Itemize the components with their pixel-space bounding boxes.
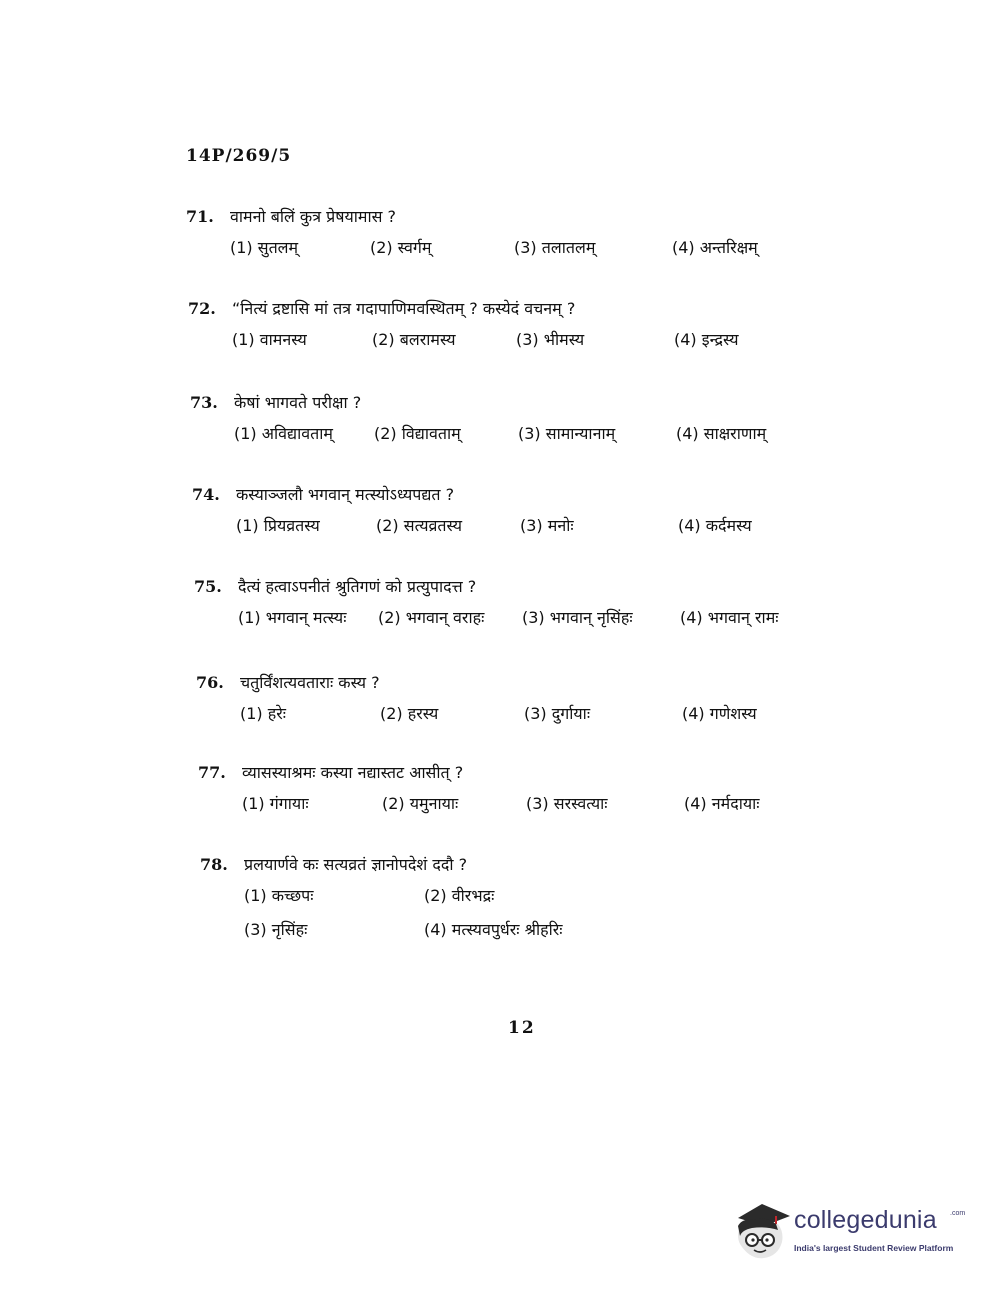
- question-number: 74.: [192, 485, 220, 504]
- question-77: [198, 762, 760, 819]
- question-78: [200, 854, 563, 953]
- question-number: 78.: [200, 855, 228, 874]
- question-number: 76.: [196, 673, 224, 692]
- paper-code: 14P/269/5: [186, 146, 292, 166]
- option-4: (4) कर्दमस्य: [678, 516, 752, 535]
- option-1: (1) प्रियव्रतस्य: [236, 516, 320, 535]
- option-1: (1) अविद्यावताम्: [234, 424, 333, 443]
- option-2: (2) सत्यव्रतस्य: [376, 516, 463, 535]
- option-3: (3) भगवान् नृसिंहः: [522, 608, 633, 627]
- option-1: (1) वामनस्य: [232, 330, 307, 349]
- option-4: (4) मत्स्यवपुर्धरः श्रीहरिः: [424, 920, 563, 939]
- option-2: (2) विद्यावताम्: [374, 424, 461, 443]
- option-4: (4) इन्द्रस्य: [674, 330, 739, 349]
- option-3: (3) मनोः: [520, 516, 574, 535]
- option-1: (1) सुतलम्: [230, 238, 299, 257]
- question-75: [194, 576, 779, 633]
- option-2: (2) वीरभद्रः: [424, 886, 495, 905]
- question-number: 71.: [186, 207, 214, 226]
- question-number: 75.: [194, 577, 222, 596]
- option-1: (1) कच्छपः: [244, 886, 314, 905]
- question-text: चतुर्विंशत्यवताराः कस्य ?: [240, 673, 380, 692]
- question-text: कस्याञ्जलौ भगवान् मत्स्योऽध्यपद्यत ?: [236, 485, 455, 504]
- question-72: [188, 298, 739, 355]
- option-3: (3) नृसिंहः: [244, 920, 308, 939]
- option-2: (2) यमुनायाः: [382, 794, 459, 813]
- question-number: 77.: [198, 763, 226, 782]
- option-1: (1) भगवान् मत्स्यः: [238, 608, 347, 627]
- option-3: (3) सामान्यानाम्: [518, 424, 616, 443]
- option-4: (4) अन्तरिक्षम्: [672, 238, 758, 257]
- option-1: (1) हरेः: [240, 704, 287, 723]
- question-71: [186, 206, 758, 263]
- option-3: (3) सरस्वत्याः: [526, 794, 608, 813]
- page-number: 12: [508, 1018, 536, 1038]
- option-4: (4) साक्षराणाम्: [676, 424, 767, 443]
- brand-name: collegedunia: [794, 1206, 937, 1234]
- question-number: 73.: [190, 393, 218, 412]
- brand-suffix: .com: [950, 1210, 966, 1217]
- option-1: (1) गंगायाः: [242, 794, 309, 813]
- option-2: (2) भगवान् वराहः: [378, 608, 485, 627]
- option-2: (2) बलरामस्य: [372, 330, 456, 349]
- question-73: [190, 392, 767, 449]
- question-number: 72.: [188, 299, 216, 318]
- option-3: (3) तलातलम्: [514, 238, 596, 257]
- question-text: केषां भागवते परीक्षा ?: [234, 393, 362, 412]
- collegedunia-watermark: [732, 1196, 966, 1266]
- option-3: (3) भीमस्य: [516, 330, 585, 349]
- question-text: प्रलयार्णवे कः सत्यव्रतं ज्ञानोपदेशं ददौ ?: [244, 855, 468, 874]
- question-74: [192, 484, 752, 541]
- mascot-logo-icon: [732, 1196, 792, 1266]
- question-text: व्यासस्याश्रमः कस्या नद्यास्तट आसीत् ?: [242, 763, 464, 782]
- option-3: (3) दुर्गायाः: [524, 704, 591, 723]
- question-text: वामनो बलिं कुत्र प्रेषयामास ?: [230, 207, 397, 226]
- option-4: (4) गणेशस्य: [682, 704, 757, 723]
- question-text: “नित्यं द्रष्टासि मां तत्र गदापाणिमवस्थितम् ? कस्येदं वचनम् ?: [232, 299, 576, 318]
- question-76: [196, 672, 757, 729]
- option-2: (2) हरस्य: [380, 704, 439, 723]
- question-text: दैत्यं हत्वाऽपनीतं श्रुतिगणं को प्रत्युपादत्त ?: [238, 577, 477, 596]
- option-4: (4) भगवान् रामः: [680, 608, 779, 627]
- option-2: (2) स्वर्गम्: [370, 238, 432, 257]
- option-4: (4) नर्मदायाः: [684, 794, 760, 813]
- brand-tagline: India's largest Student Review Platform: [794, 1243, 954, 1253]
